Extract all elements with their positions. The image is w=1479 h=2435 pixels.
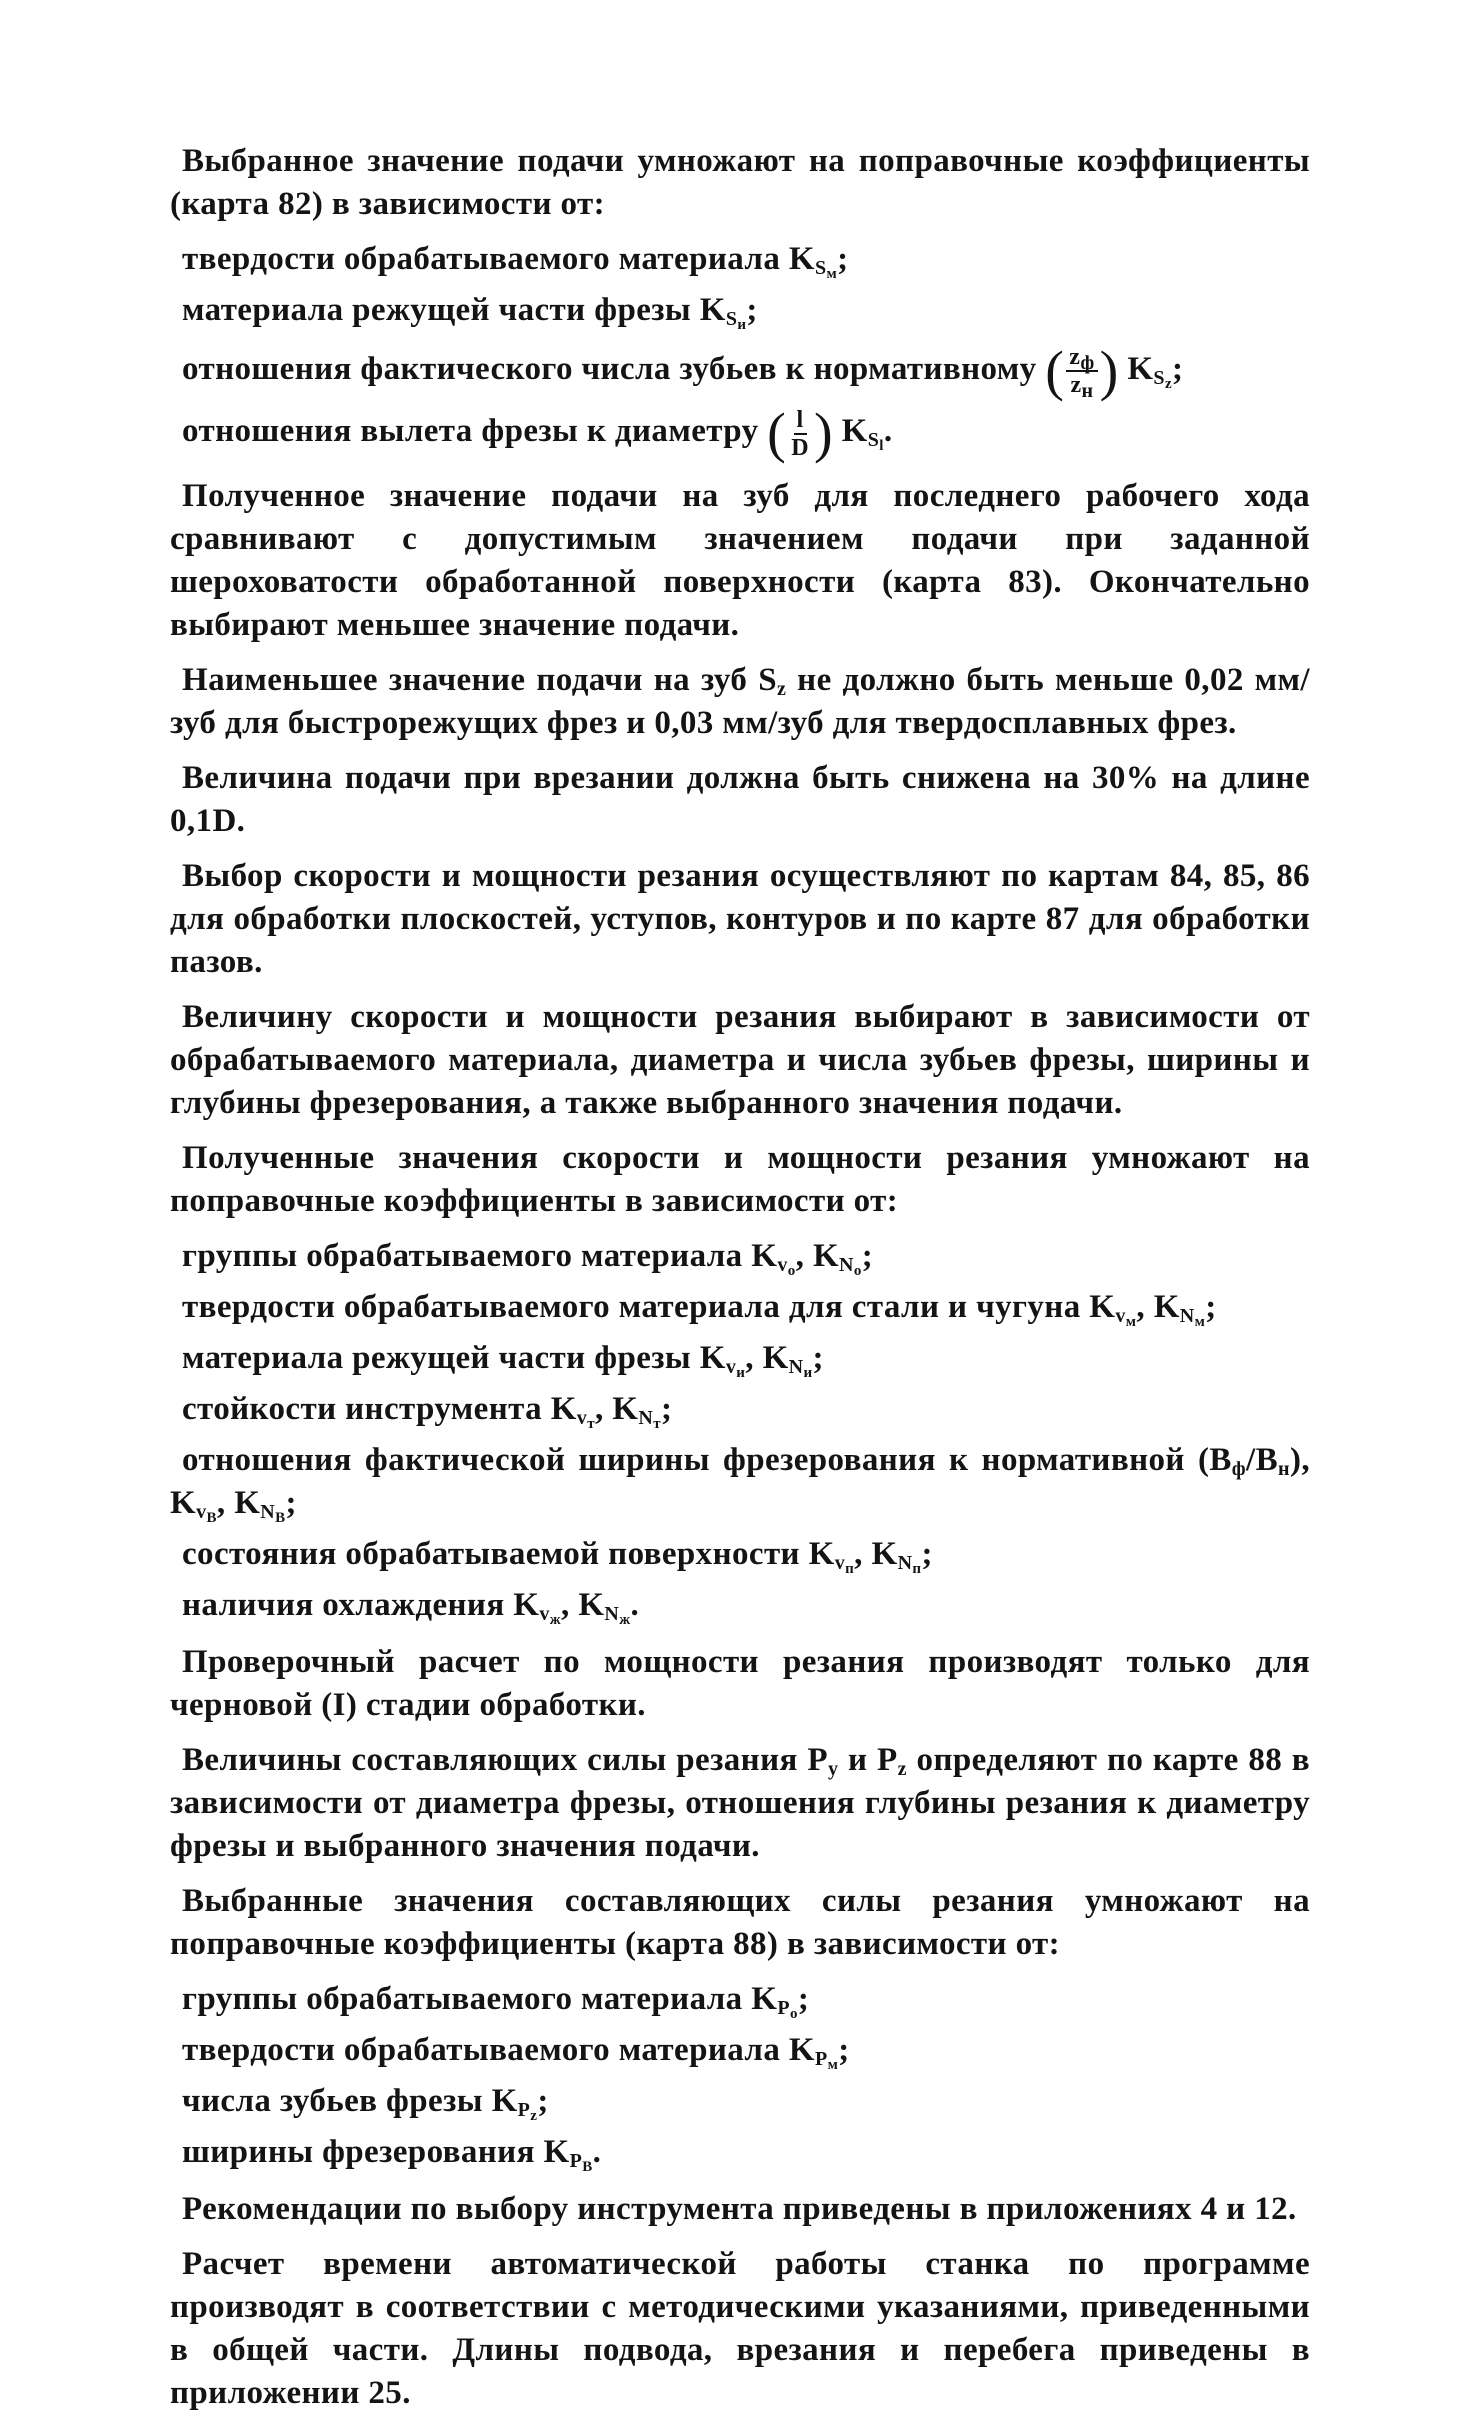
punct: ; [838, 2031, 850, 2068]
list-item [170, 2029, 1310, 2072]
coef-subsub: и [803, 1364, 813, 1381]
coef-subsub: м [827, 2056, 839, 2073]
coef-sub: v [777, 1253, 788, 1276]
sub: y [827, 1757, 839, 1780]
paragraph-speed-power: Выбор скорости и мощности резания осуществляют по картам 84, 85, 86 для обработки плоскостей, уступов, контуров и по карте 87 для обработки пазов. [170, 857, 1310, 980]
coef-subsub: м [1194, 1313, 1206, 1330]
paragraph-text: Наименьшее значение подачи на зуб S [182, 661, 777, 698]
item-text: материала режущей части фрезы [182, 1339, 692, 1376]
list-item [170, 1533, 1310, 1576]
coef-subsub: и [736, 1364, 746, 1381]
punct: , [854, 1535, 872, 1572]
item-text: ширины фрезерования [182, 2133, 535, 2170]
coef-symbol: K [170, 1484, 197, 1521]
paragraph-text: и P [838, 1741, 898, 1778]
sub: z [897, 1757, 907, 1780]
coef-symbol: K [543, 2133, 570, 2170]
paragraph-text: Величины составляющих силы резания P [182, 1741, 828, 1778]
list-item [170, 1978, 1310, 2021]
paren-left: ( [1045, 340, 1065, 403]
coef-sub: P [517, 2098, 531, 2121]
coef-subsub: z [1164, 376, 1172, 392]
ratio-sub: н [1278, 1457, 1290, 1480]
coef-sub: S [814, 257, 827, 279]
paragraph-speed-choice: Величину скорости и мощности резания выбирают в зависимости от обрабатываемого материала, диаметра и числа зубьев фрезы, ширины и глубины фрезерования, а также выбранного значения подачи. [170, 998, 1310, 1121]
coef-symbol: K [612, 1390, 639, 1427]
coef-subsub: ж [619, 1611, 631, 1628]
coef-sub: N [1179, 1304, 1195, 1327]
coef-symbol: K [788, 241, 815, 277]
item-text: твердости обрабатываемого материала [182, 241, 781, 277]
coef-sub: S [725, 308, 738, 330]
paragraph-speed-correction: Полученные значения скорости и мощности резания умножают на поправочные коэффициенты в зависимости от: [170, 1139, 1310, 1219]
coef-symbol: K [1153, 1288, 1180, 1325]
list-item [170, 402, 1310, 465]
coef-subsub: о [789, 2005, 798, 2022]
paren-right: ) [813, 402, 833, 465]
coef-symbol: K [550, 1390, 577, 1427]
paragraph-text: не должно быть меньше 0,02 мм/зуб для быстрорежущих фрез и 0,03 мм/зуб для твердосплавных фрез. [170, 661, 1310, 741]
coef-subsub: B [206, 1509, 217, 1526]
coef-subsub: и [737, 317, 747, 333]
paragraph-text: определяют по карте 88 в зависимости от диаметра фрезы, отношения глубины резания к диаметру фрезы и выбранного значения подачи. [170, 1741, 1311, 1864]
coef-symbol: K [699, 292, 726, 328]
punct: ; [921, 1535, 933, 1572]
coef-sub: v [576, 1406, 588, 1429]
punct: , [594, 1390, 613, 1427]
item-text: отношения вылета фрезы к диаметру [182, 413, 759, 450]
list-item [170, 2080, 1310, 2123]
list-item [170, 1286, 1310, 1329]
frac-num: l [794, 407, 807, 435]
paragraph-min-feed [170, 659, 1310, 745]
coef-symbol: K [699, 1339, 726, 1376]
paragraph-entry-feed: Величина подачи при врезании должна быть снижена на 30% на длине 0,1D. [170, 759, 1310, 839]
coef-sub: P [814, 2047, 828, 2070]
punct: ; [837, 241, 849, 277]
paragraph-feed-correction [170, 140, 1310, 226]
coef-symbol: K [751, 1980, 778, 2017]
coef-sub: v [834, 1551, 846, 1574]
coef-symbol: K [578, 1586, 605, 1623]
paragraph-machine-time: Расчет времени автоматической работы станка по программе производят в соответствии с методическими указаниями, приведенными в общей части. Длины подвода, врезания и перебега приведены в приложении 25. [170, 2245, 1310, 2411]
coef-subsub: м [1125, 1313, 1137, 1330]
item-text: твердости обрабатываемого материала [182, 2031, 781, 2068]
coef-symbol: K [788, 2031, 815, 2068]
paragraph-force-correction: Выбранные значения составляющих силы резания умножают на поправочные коэффициенты (карта 88) в зависимости от: [170, 1882, 1310, 1962]
coef-subsub: z [530, 2107, 538, 2124]
coef-subsub: п [912, 1560, 922, 1577]
punct: ; [1172, 351, 1184, 387]
paren-right: ) [1099, 340, 1119, 403]
list-item [170, 1235, 1310, 1278]
fraction [788, 407, 812, 461]
coef-symbol: K [751, 1237, 778, 1274]
coef-symbol: K [812, 1237, 840, 1274]
punct: . [883, 413, 893, 450]
coef-sub: S [1153, 367, 1165, 389]
coef-symbol: K [841, 413, 868, 450]
punct: ; [797, 1980, 810, 2017]
item-text: числа зубьев фрезы [182, 2082, 483, 2119]
coef-symbol: K [808, 1535, 835, 1572]
frac-num: z [1069, 344, 1081, 371]
item-text: стойкости инструмента [182, 1390, 543, 1427]
coef-symbol: K [1127, 351, 1154, 387]
ratio-sub: ф [1231, 1457, 1247, 1480]
item-text: наличия охлаждения [182, 1586, 505, 1623]
coef-sub: N [260, 1500, 276, 1523]
item-text: отношения фактической ширины фрезерования к нормативной [182, 1441, 1185, 1478]
ratio: (B [1197, 1441, 1232, 1478]
item-text: группы обрабатываемого материала [182, 1237, 743, 1274]
coef-symbol: K [871, 1535, 898, 1572]
punct: ; [285, 1484, 297, 1521]
item-text: твердости обрабатываемого материала для стали и чугуна [182, 1288, 1081, 1325]
list-item [170, 1388, 1310, 1431]
list-item [170, 1584, 1310, 1627]
paragraph-power-check: Проверочный расчет по мощности резания производят только для черновой (I) стадии обработки. [170, 1643, 1310, 1723]
punct: ; [861, 1237, 874, 1274]
list-item [170, 1337, 1310, 1380]
ratio: ), [1289, 1441, 1310, 1478]
punct: , [745, 1339, 763, 1376]
list-item [170, 238, 1310, 281]
coef-sub: v [1115, 1304, 1126, 1327]
coef-subsub: о [853, 1262, 862, 1279]
coef-subsub: о [787, 1262, 796, 1279]
coef-sub: v [539, 1602, 550, 1625]
punct: , [795, 1237, 813, 1274]
coef-sub: v [196, 1500, 207, 1523]
punct: ; [661, 1390, 673, 1427]
item-text: группы обрабатываемого материала [182, 1980, 743, 2017]
coef-symbol: K [234, 1484, 261, 1521]
frac-den: z [1070, 372, 1082, 399]
paragraph-tool-recommendations: Рекомендации по выбору инструмента приведены в приложениях 4 и 12. [182, 2190, 1297, 2227]
list-item [170, 2131, 1310, 2174]
paragraph-compare-feed: Полученное значение подачи на зуб для последнего рабочего хода сравнивают с допустимым значением подачи при заданной шероховатости обработанной поверхности (карта 83). Окончательно выбирают меньшее значение подачи. [170, 477, 1310, 643]
punct: . [630, 1586, 640, 1623]
coef-subsub: т [587, 1415, 595, 1432]
document-page [170, 140, 1310, 2427]
item-text: отношения фактического числа зубьев к нормативному [182, 351, 1037, 387]
ratio: /B [1246, 1441, 1279, 1478]
paragraph-force-components [170, 1739, 1310, 1868]
paren-left: ( [767, 402, 787, 465]
punct: ; [746, 292, 758, 328]
list-item [170, 289, 1310, 332]
coef-sub: N [788, 1355, 804, 1378]
list-item [170, 1439, 1310, 1525]
coef-symbol: K [1089, 1288, 1116, 1325]
item-text: состояния обрабатываемой поверхности [182, 1535, 800, 1572]
coef-subsub: ж [549, 1611, 562, 1628]
coef-symbol: K [762, 1339, 789, 1376]
coef-sub: N [638, 1406, 654, 1429]
coef-subsub: п [845, 1560, 855, 1577]
coef-subsub: B [582, 2158, 593, 2175]
list-item [170, 340, 1310, 403]
coef-sub: P [569, 2149, 583, 2172]
punct: , [216, 1484, 235, 1521]
coef-sub: N [604, 1602, 620, 1625]
coef-subsub: м [826, 266, 838, 282]
coef-symbol: K [513, 1586, 540, 1623]
punct: , [1136, 1288, 1154, 1325]
coef-sub: v [725, 1355, 737, 1378]
coef-sub: N [897, 1551, 913, 1574]
punct: ; [537, 2082, 549, 2119]
punct: . [592, 2133, 602, 2170]
coef-subsub: l [879, 438, 884, 455]
coef-sub: P [777, 1996, 790, 2019]
coef-subsub: т [653, 1415, 661, 1432]
frac-num-sub: ф [1080, 352, 1095, 375]
sub: z [776, 677, 787, 700]
punct: ; [1205, 1288, 1217, 1325]
coef-sub: N [839, 1253, 854, 1276]
frac-den-sub: н [1081, 380, 1094, 403]
coef-sub: S [867, 429, 880, 452]
coef-symbol: K [491, 2082, 518, 2119]
punct: , [561, 1586, 579, 1623]
coef-subsub: B [275, 1509, 286, 1526]
punct: ; [812, 1339, 824, 1376]
frac-den: D [791, 434, 809, 461]
paragraph-text: Выбранное значение подачи умножают на поправочные коэффициенты (карта 82) в зависимости от: [170, 143, 1310, 222]
fraction [1066, 344, 1097, 403]
item-text: материала режущей части фрезы [182, 292, 692, 328]
